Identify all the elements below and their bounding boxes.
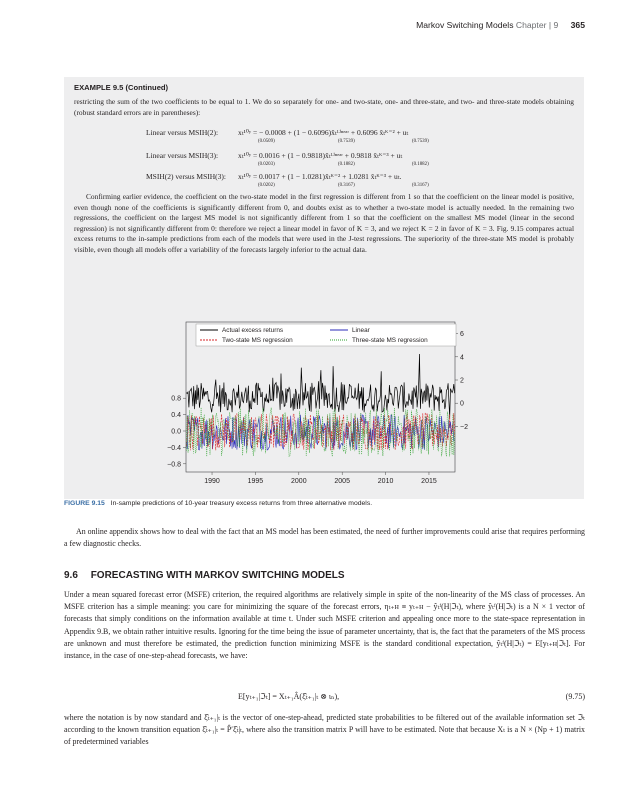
x-axis-tick-label: 2010 [377, 478, 394, 485]
body-paragraph-1: An online appendix shows how to deal with the fact that an MS model has been estimated, the need of further improvements could arise that requires performing a few diagnostic checks. [64, 527, 585, 549]
left-axis-tick-label: −0.8 [167, 461, 181, 469]
series-actual-excess-returns [186, 354, 454, 418]
equation-3-se-3: (0.3167) [412, 183, 429, 188]
equation-1-label: Linear versus MSIH(2): [146, 128, 219, 137]
x-axis-tick-label: 1995 [247, 478, 264, 485]
x-axis-tick-label: 2000 [291, 478, 307, 485]
equation-975-formula: E[yₜ₊₁|ℑₜ] = Xₜ₊₁Â(ξ̂ₜ₊₁|ₜ ⊗ ιₙ), [238, 692, 340, 701]
example-title: EXAMPLE 9.5 (Continued) [74, 83, 169, 92]
equation-3-se-2: (0.3167) [338, 183, 355, 188]
equation-3: xₜ¹⁰ʸ = 0.0017 + (1 − 1.0281)x̂ₜᴷ⁼² + 1.0281 x̂ₜᴷ⁼³ + uₜ. [238, 172, 402, 181]
right-axis-tick-label: 2 [460, 377, 464, 385]
right-axis-tick-label: 0 [460, 400, 464, 408]
header-chapter: Chapter | 9 [515, 20, 559, 30]
legend-label: Two-state MS regression [222, 337, 293, 344]
legend-label: Linear [352, 327, 370, 334]
left-axis-tick-label: 0.4 [171, 412, 181, 420]
equation-1-se-2: (0.7539) [338, 139, 355, 144]
left-axis-tick-label: 0.8 [171, 395, 181, 403]
legend-label: Three-state MS regression [352, 337, 428, 344]
left-axis-tick-label: 0.0 [171, 428, 181, 436]
legend-label: Actual excess returns [222, 327, 284, 334]
body-paragraph-2: Under a mean squared forecast error (MSFE) criterion, the required algorithms are relatively simple in spite of the non-linearity of the MS class of processes. An MSFE criterion has a simple meaning: you care for minimizing the square of the forecast errors, ηₜ₊ʜ ≡ yₜ₊ʜ − ŷₜᶠ(H|ℑₜ), where ŷₜᶠ(H|ℑₜ) is a N × 1 vector of forecasts that simply conditions on the information available at time t. Under such MSFE criterion and appealing once more to the state-space representation in Appendix 9.B, we obtain rather intuitive results. Ignoring for the time being the issue of parameter uncertainty, that is, the fact that the parameters of the MS process are unknown and must therefore be estimated, the prediction function minimizing MSFE is the standard conditional expectation, ŷₜᶠ(H|ℑₜ) = E[yₜ₊ʜ|ℑₜ]. For instance, in the case of one-step-ahead forecasts, we have: [64, 590, 585, 661]
equation-2-label: Linear versus MSIH(3): [146, 151, 219, 160]
equation-975-number: (9.75) [565, 692, 585, 701]
equation-1: xₜ¹⁰ʸ = − 0.0008 + (1 − 0.6096)x̂ₜᴸⁱⁿᵉᵃʳ + 0.6096 x̂ₜᴷ⁼² + uₜ [238, 128, 409, 137]
left-axis-tick-label: −0.4 [167, 444, 181, 452]
equation-2-se-1: (0.0203) [258, 162, 275, 167]
section-number: 9.6 [64, 570, 78, 581]
page-number: 365 [570, 20, 585, 30]
x-axis-tick-label: 1990 [204, 478, 220, 485]
equation-1-se-1: (0.0509) [258, 139, 275, 144]
example-paragraph: Confirming earlier evidence, the coefficient on the two-state model in the first regression is different from 1 so that the coefficient on the linear model is positive, even though none of the coefficients is significantly different from 0, and doubts exist as to whether a two-state model is actually needed. In the remaining two regressions, the coefficient on the largest MS model is not significantly different from 1 so that the coefficient on the smallest MS model (linear in the second regression) is not significantly different from 0: therefore we reject a linear model in favor of K = 3, and we reject K = 2 in favor of K = 3. Fig. 9.15 compares actual excess returns to the in-sample predictions from each of the models that were used in the J-test regressions. The superiority of the three-state MS model is probably visible, even though all models offer a variability of the forecasts largely inferior to the actual data. [74, 192, 574, 254]
equation-2-se-2: (0.1882) [338, 162, 355, 167]
section-heading [64, 570, 355, 581]
x-axis-tick-label: 2005 [334, 478, 350, 485]
right-axis-tick-label: 6 [460, 331, 464, 339]
x-axis-tick-label: 2015 [421, 478, 437, 485]
body-paragraph-3: where the notation is by now standard and ξ̂ₜ₊₁|ₜ is the vector of one-step-ahead, predicted state probabilities to be filtered out of the available information set ℑₜ according to the known transition equation ξ̂ₜ₊₁|ₜ = P̂′ξ̂ₜ|ₜ, where also the transition matrix P will have to be estimated. Note that because Xₜ is a N × (Np + 1) matrix of predetermined variables [64, 713, 585, 747]
right-axis-tick-label: −2 [460, 423, 468, 431]
equation-2-se-3: (0.1882) [412, 162, 429, 167]
figure-caption [64, 500, 372, 507]
figure-caption-text: In-sample predictions of 10-year treasury excess returns from three alternative models. [110, 500, 373, 507]
right-axis-tick-label: 4 [460, 354, 464, 362]
equation-2: xₜ¹⁰ʸ = 0.0016 + (1 − 0.9818)x̂ₜᴸⁱⁿᵉᵃʳ + 0.9818 x̂ₜᴷ⁼³ + uₜ [238, 151, 403, 160]
equation-1-se-3: (0.7539) [412, 139, 429, 144]
header-title: Markov Switching Models [416, 20, 514, 30]
equation-3-se-1: (0.0202) [258, 183, 275, 188]
section-title: FORECASTING WITH MARKOV SWITCHING MODELS [90, 570, 345, 581]
figure-label: FIGURE 9.15 [64, 500, 105, 507]
example-intro: restricting the sum of the two coefficients to be equal to 1. We do so separately for one- and two-state, one- and three-state, and two- and three-state models obtaining (robust standard errors are in parentheses): [74, 97, 574, 117]
equation-3-label: MSIH(2) versus MSIH(3): [146, 172, 226, 181]
